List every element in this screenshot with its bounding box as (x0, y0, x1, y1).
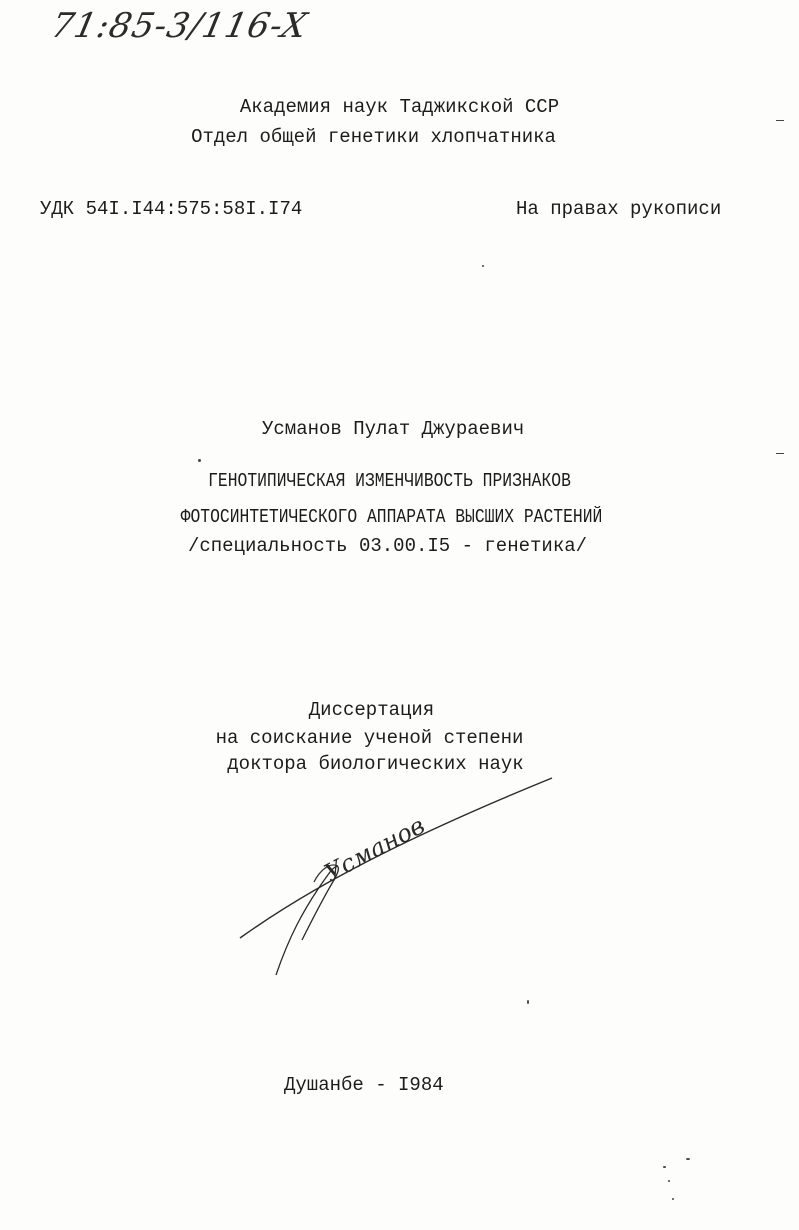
paper-speck (776, 120, 784, 121)
handwritten-catalog-number: 71:85-3/116-X (47, 6, 312, 46)
city-and-year: Душанбе - I984 (284, 1074, 444, 1096)
author-name: Усманов Пулат Джураевич (262, 418, 525, 440)
institution-line-1: Академия наук Таджикской ССР (239, 96, 560, 118)
degree-line-1: на соискание ученой степени (215, 727, 524, 749)
signature-text: Усманов (319, 811, 430, 888)
paper-speck (668, 1180, 670, 1182)
title-line-2: ФОТОСИНТЕТИЧЕСКОГО АППАРАТА ВЫСШИХ РАСТЕНИЙ (180, 506, 603, 528)
paper-speck (686, 1158, 690, 1160)
manuscript-rights: На правах рукописи (516, 198, 722, 220)
paper-speck (672, 1198, 674, 1200)
author-signature (230, 770, 570, 990)
dissertation-label: Диссертация (308, 699, 435, 721)
udk-code: УДК 54I.I44:575:58I.I74 (40, 198, 303, 220)
paper-speck (663, 1166, 666, 1168)
paper-speck (776, 453, 784, 454)
title-line-1: ГЕНОТИПИЧЕСКАЯ ИЗМЕНЧИВОСТЬ ПРИЗНАКОВ (208, 470, 571, 492)
signature-drawing (230, 770, 570, 990)
paper-speck (527, 1000, 529, 1004)
specialty-line: /специальность 03.00.I5 - генетика/ (187, 535, 588, 557)
institution-line-2: Отдел общей генетики хлопчатника (191, 126, 556, 148)
paper-speck (482, 265, 484, 267)
degree-line-2: доктора биологических наук (227, 753, 524, 775)
paper-speck (198, 459, 201, 462)
